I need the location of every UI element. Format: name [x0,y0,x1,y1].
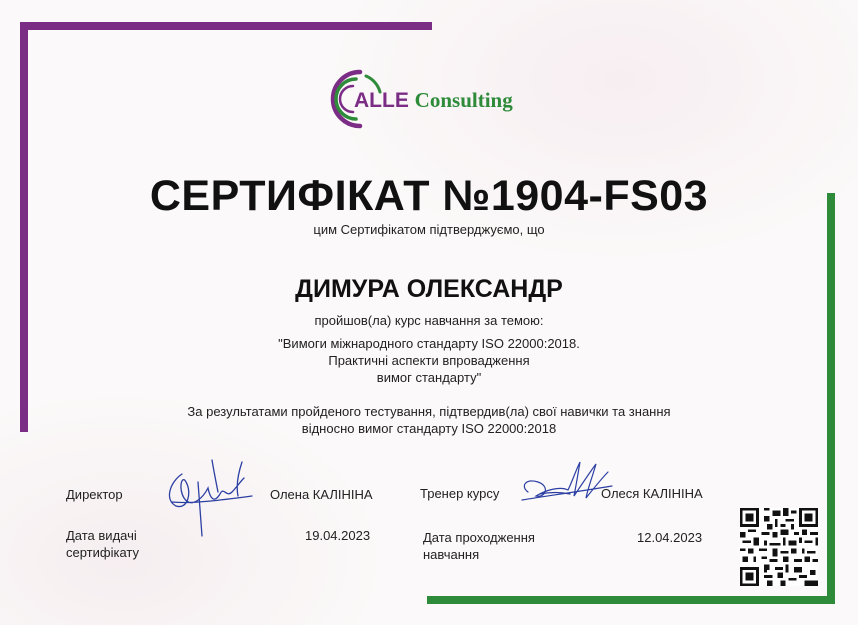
topic-line-1: "Вимоги міжнародного стандарту ISO 22000:2018. [278,336,580,351]
signature-director-icon [152,452,264,544]
result-line-2: відносно вимог стандарту ISO 22000:2018 [301,421,557,436]
training-date-label-2: навчання [423,547,480,562]
qr-code-icon[interactable] [740,508,818,586]
training-date-value: 12.04.2023 [637,530,703,545]
recipient-name: ДИМУРА ОЛЕКСАНДР [295,275,563,303]
director-label: Директор [66,487,123,502]
result-line-1: За результатами пройденого тестування, підтвердив(ла) свої навички та знання [187,404,671,419]
signature-trainer-icon [516,456,616,512]
training-date-label-1: Дата проходження [423,530,535,545]
director-name: Олена КАЛІНІНА [270,487,373,502]
topic-line-3: вимог стандарту" [376,370,482,385]
frame-top-bar [20,22,432,30]
topic-line-2: Практичні аспекти впровадження [328,353,530,368]
frame-bottom-bar [427,596,835,604]
trainer-label: Тренер курсу [420,486,500,501]
issue-date-value: 19.04.2023 [305,528,371,543]
logo-brand: ALLE [354,89,409,112]
trainer-name: Олеся КАЛІНІНА [601,486,703,501]
logo-text [354,88,513,113]
frame-right-bar [827,193,835,604]
confirm-line: цим Сертифікатом підтверджуємо, що [313,222,545,237]
passed-line: пройшов(ла) курс навчання за темою: [314,313,544,328]
issue-date-label-1: Дата видачі [66,528,137,543]
logo-sub: Consulting [414,88,513,112]
issue-date-label-2: сертифікату [66,545,139,560]
certificate-title: СЕРТИФІКАТ №1904-FS03 [149,172,709,220]
